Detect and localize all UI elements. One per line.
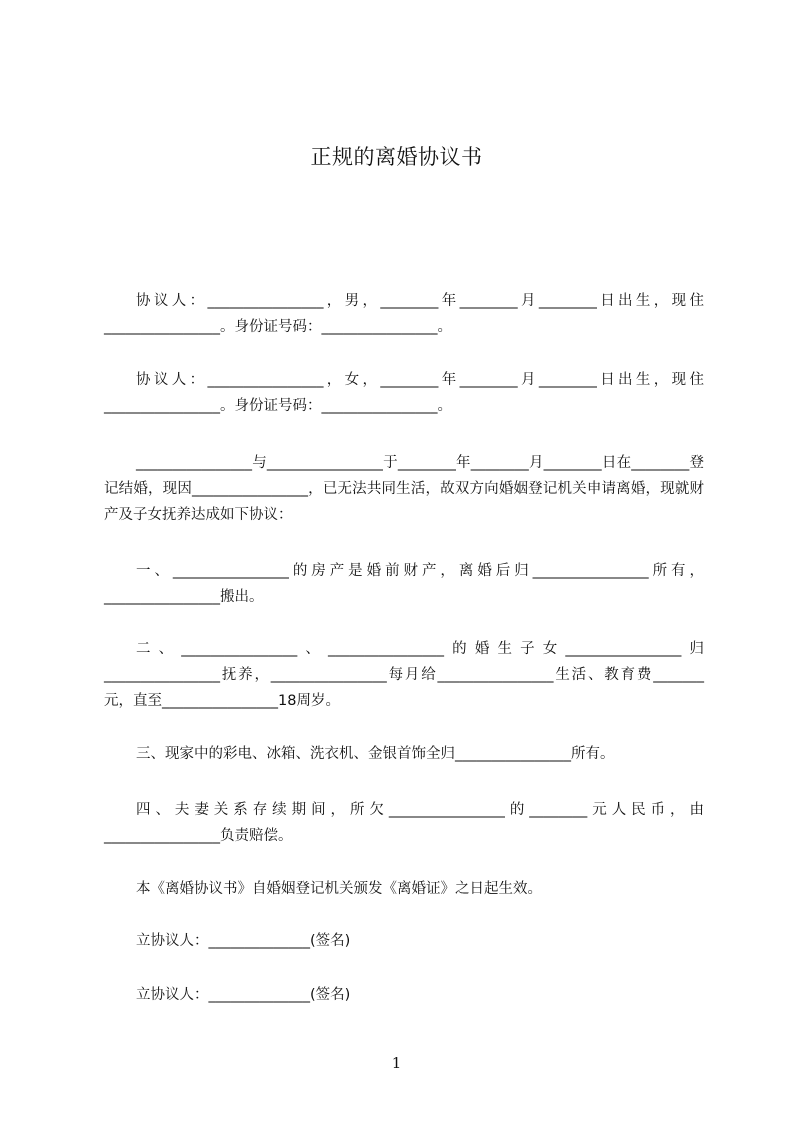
marriage-registration-paragraph: ________________与________________于________年________月________日在________登记结婚，现因________________，已无法共同生活，故双方向婚姻登记机关申请离婚，现就财产及子女抚养达成如下协议： bbox=[104, 455, 704, 523]
clause-property: 一、________________的房产是婚前财产，离婚后归________________所有，________________搬出。 bbox=[104, 563, 704, 605]
party-female-paragraph: 协议人：________________，女，________年________月________日出生，现住________________。身份证号码：________________。 bbox=[104, 372, 704, 414]
effective-date-paragraph: 本《离婚协议书》自婚姻登记机关颁发《离婚证》之日起生效。 bbox=[136, 881, 542, 897]
clause-debts: 四、夫妻关系存续期间，所欠________________的________元人民币，由________________负责赔偿。 bbox=[104, 802, 704, 844]
signature-line-2: 立协议人：______________(签名) bbox=[136, 987, 351, 1003]
document-title: 正规的离婚协议书 bbox=[310, 145, 483, 169]
party-male-paragraph: 协议人：________________，男，________年________月________日出生，现住________________。身份证号码：________________。 bbox=[104, 293, 704, 335]
clause-child-custody: 二、________________、________________的婚生子女________________归________________抚养，________________每月给________________生活、教育费_______元，直至________________18周岁。 bbox=[104, 641, 704, 709]
page-number: 1 bbox=[391, 1054, 402, 1072]
clause-household-items: 三、现家中的彩电、冰箱、洗衣机、金银首饰全归________________所有。 bbox=[136, 746, 615, 762]
signature-line-1: 立协议人：______________(签名) bbox=[136, 933, 351, 949]
